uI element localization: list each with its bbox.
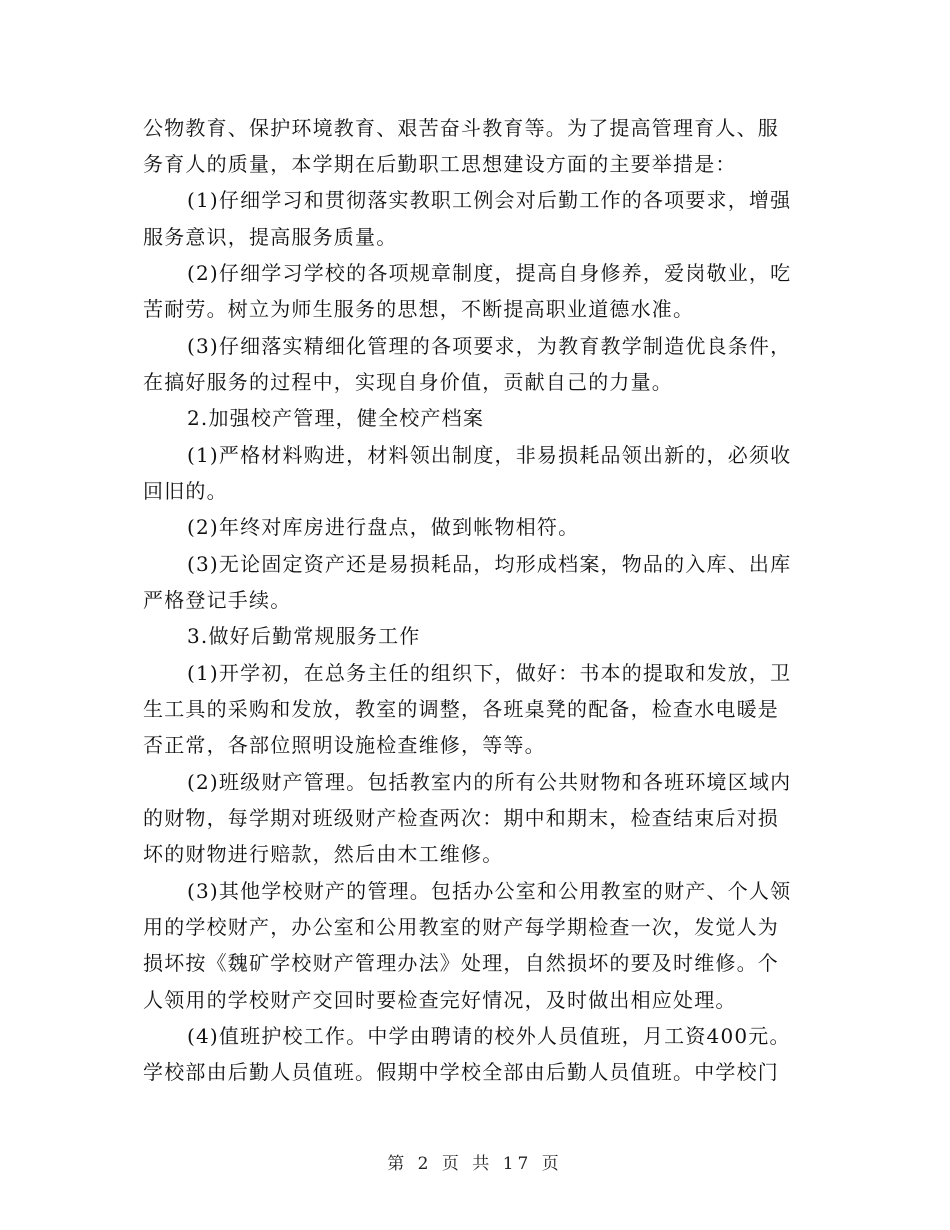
text-line: 用的学校财产，办公室和公用教室的财产每学期检查一次，发觉人为	[143, 915, 779, 939]
text-line: 在搞好服务的过程中，实现自身价值，贡献自己的力量。	[143, 370, 673, 394]
section-heading: 2.加强校产管理，健全校产档案	[187, 406, 485, 430]
text-line: 损坏按《魏矿学校财产管理办法》处理，自然损坏的要及时维修。个	[143, 951, 779, 975]
text-line: 回旧的。	[143, 479, 228, 503]
text-line: 公物教育、保护环境教育、艰苦奋斗教育等。为了提高管理育人、服	[143, 116, 779, 140]
text-line: (3)仔细落实精细化管理的各项要求，为教育教学制造优良条件，	[187, 334, 792, 358]
section-heading: 3.做好后勤常规服务工作	[187, 624, 421, 648]
text-line: 的财物，每学期对班级财产检查两次：期中和期末，检查结束后对损	[143, 806, 779, 830]
text-line: 苦耐劳。树立为师生服务的思想，不断提高职业道德水准。	[143, 297, 695, 321]
text-line: 人领用的学校财产交回时要检查完好情况，及时做出相应处理。	[143, 988, 737, 1012]
text-line: (2)仔细学习学校的各项规章制度，提高自身修养，爱岗敬业，吃	[187, 261, 792, 285]
text-line: 否正常，各部位照明设施检查维修，等等。	[143, 733, 546, 757]
text-line: 服务意识，提高服务质量。	[143, 225, 398, 249]
page-number-footer: 第 2 页 共 17 页	[387, 1154, 563, 1174]
text-line: 坏的财物进行赔款，然后由木工维修。	[143, 842, 504, 866]
text-line: (3)无论固定资产还是易损耗品，均形成档案，物品的入库、出库	[187, 552, 792, 576]
text-line: (2)年终对库房进行盘点，做到帐物相符。	[187, 515, 580, 539]
text-line: (1)开学初，在总务主任的组织下，做好：书本的提取和发放，卫	[187, 661, 792, 685]
text-line: (3)其他学校财产的管理。包括办公室和公用教室的财产、个人领	[187, 879, 792, 903]
text-line: 生工具的采购和发放，教室的调整，各班桌凳的配备，检查水电暖是	[143, 697, 779, 721]
text-line: 严格登记手续。	[143, 588, 292, 612]
text-line: (4)值班护校工作。中学由聘请的校外人员值班，月工资400元。	[187, 1024, 791, 1048]
text-line: (1)严格材料购进，材料领出制度，非易损耗品领出新的，必须收	[187, 443, 792, 467]
text-line: 学校部由后勤人员值班。假期中学校全部由后勤人员值班。中学校门	[143, 1060, 779, 1084]
text-line: (2)班级财产管理。包括教室内的所有公共财物和各班环境区域内	[187, 770, 792, 794]
text-line: (1)仔细学习和贯彻落实教职工例会对后勤工作的各项要求，增强	[187, 188, 792, 212]
text-line: 务育人的质量，本学期在后勤职工思想建设方面的主要举措是：	[143, 152, 737, 176]
